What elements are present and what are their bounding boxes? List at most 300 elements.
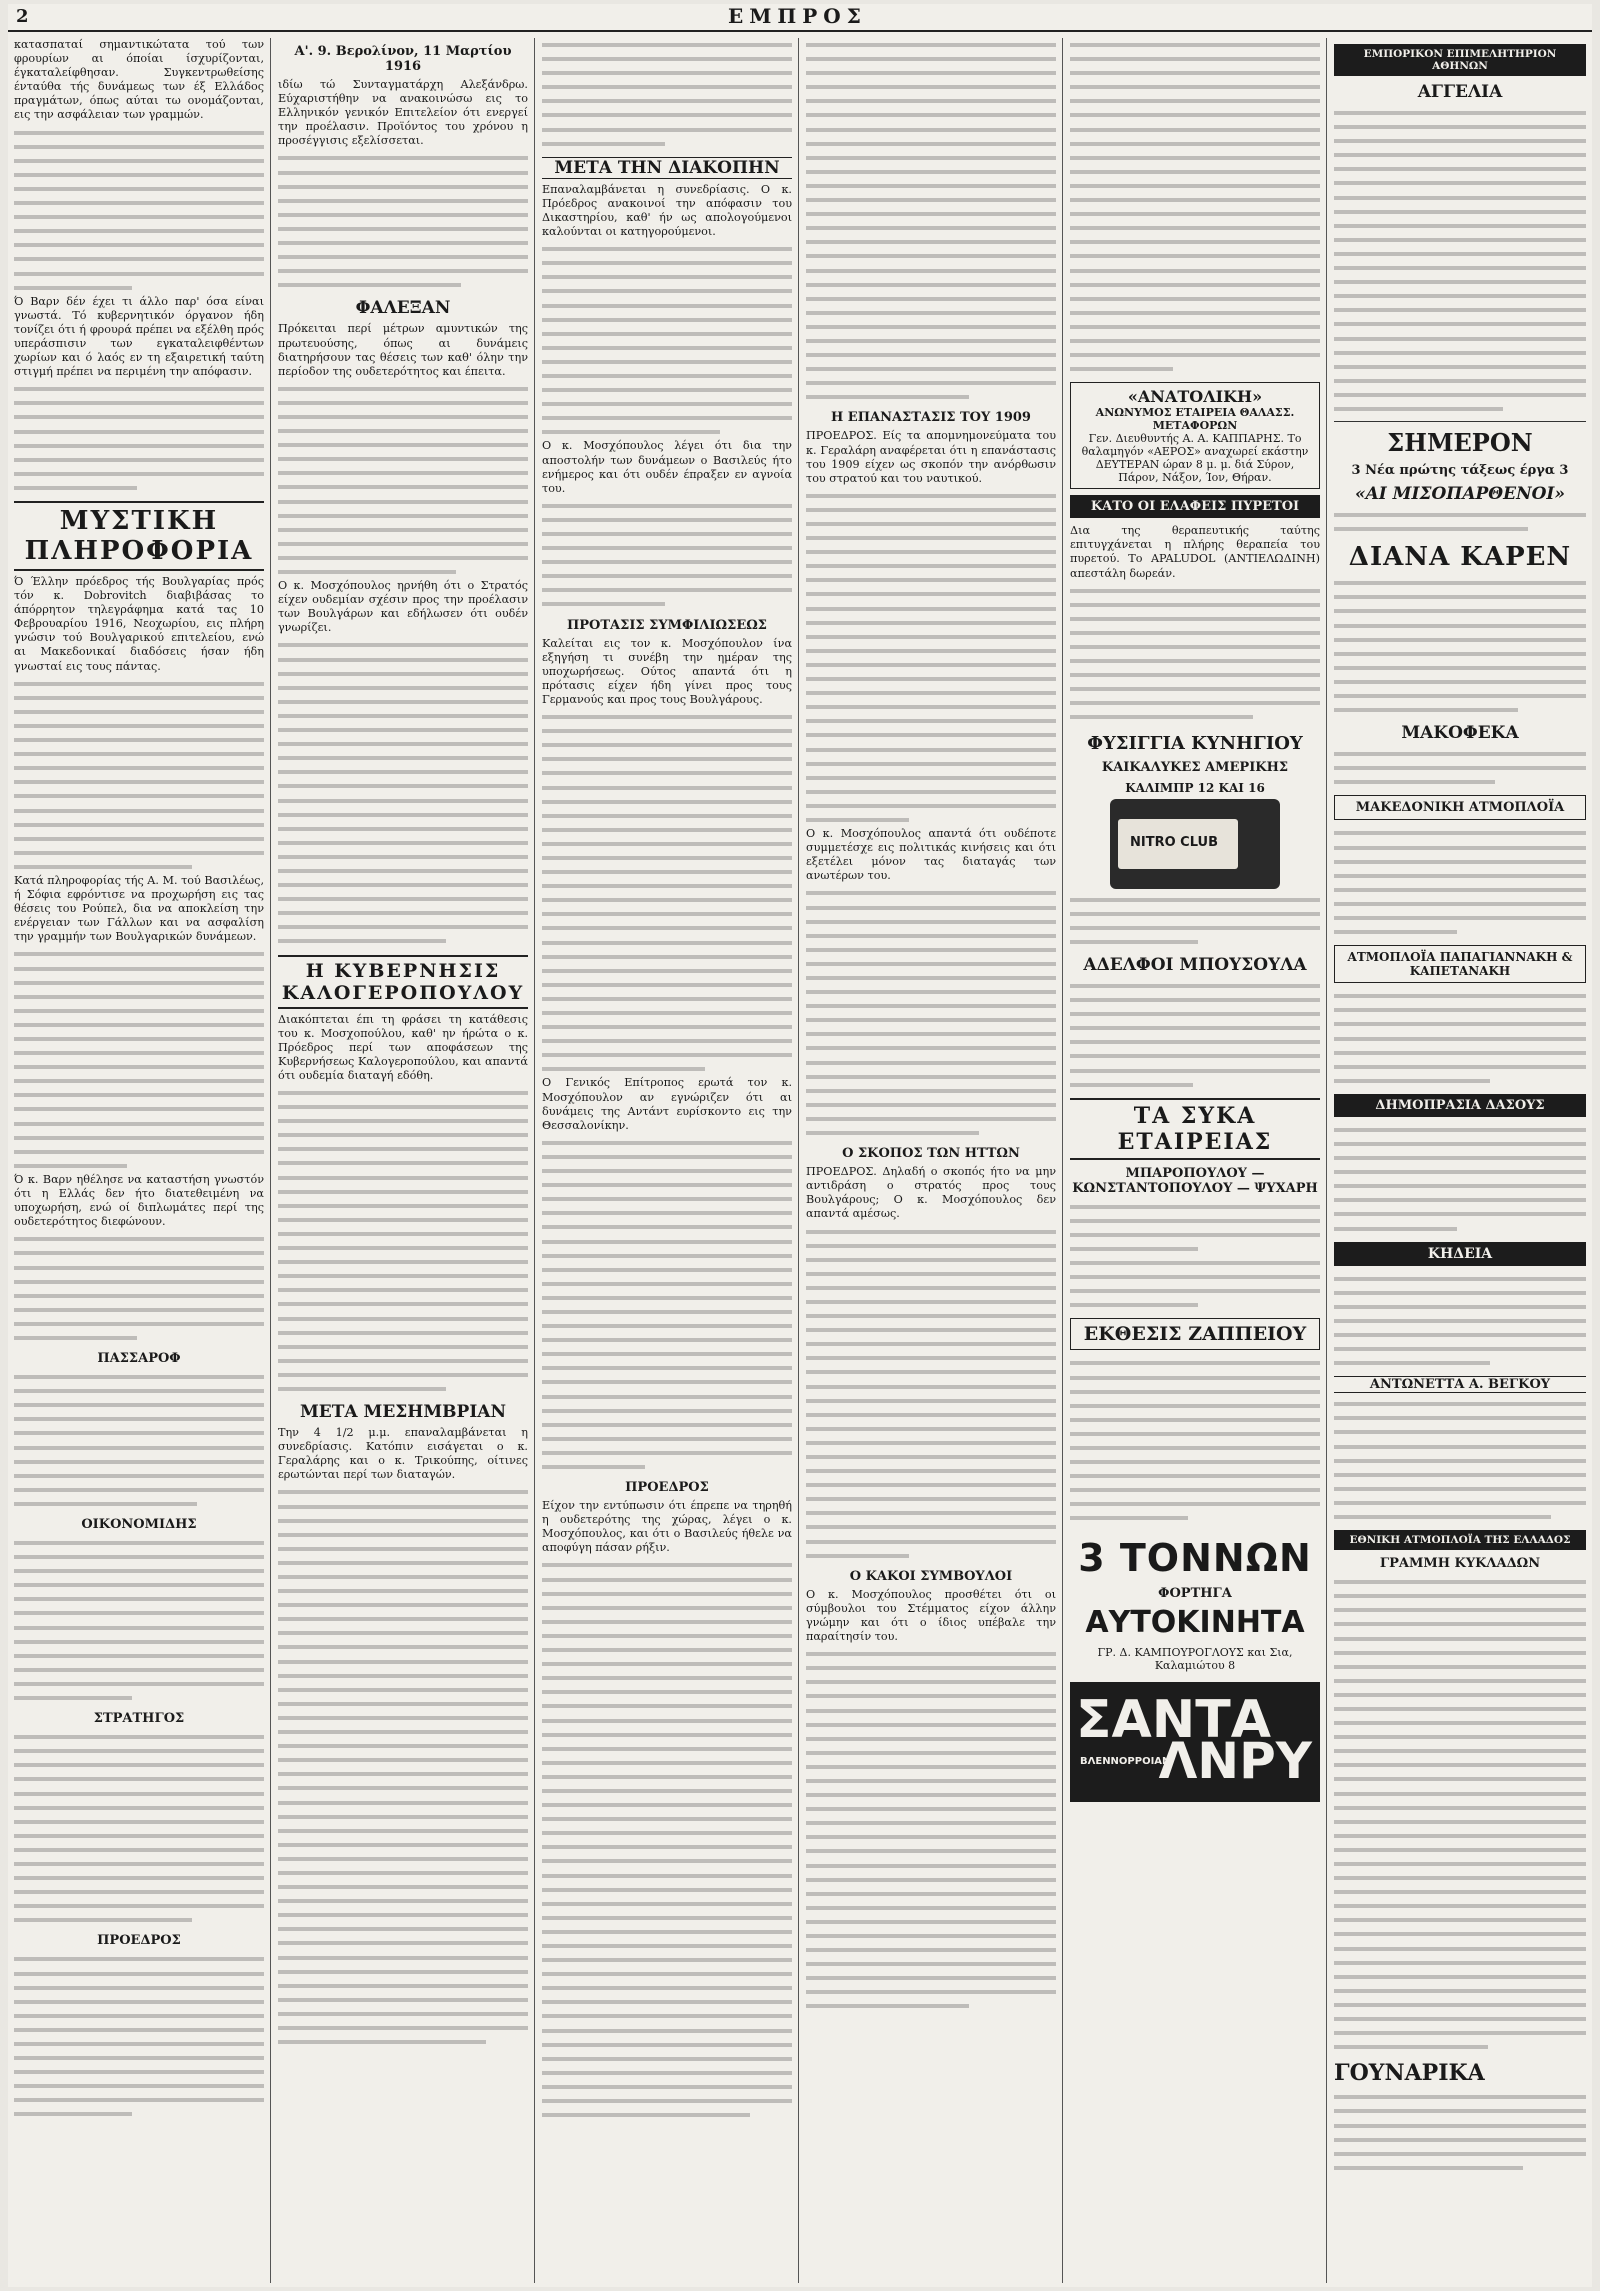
text-line xyxy=(806,1323,1056,1337)
text-line xyxy=(278,1767,528,1781)
text-line xyxy=(542,284,792,298)
text-line xyxy=(278,794,528,808)
text-line xyxy=(1070,193,1320,207)
text-line xyxy=(1334,2133,1586,2147)
article-body-continuation xyxy=(14,1232,264,1345)
text-line xyxy=(806,714,1056,728)
text-line xyxy=(14,1232,264,1246)
text-line xyxy=(542,541,792,555)
text-line xyxy=(1070,278,1320,292)
text-line xyxy=(1334,508,1586,522)
text-line xyxy=(1334,869,1586,883)
text-line xyxy=(1070,80,1320,94)
text-line xyxy=(278,180,528,194)
text-line xyxy=(1070,1455,1320,1469)
text-line xyxy=(1334,1314,1586,1328)
text-line xyxy=(14,1246,264,1260)
text-line xyxy=(806,1816,1056,1830)
text-line xyxy=(278,1142,528,1156)
subheading-protasis: ΠΡΟΤΑΣΙΣ ΣΥΜΦΙΛΙΩΣΕΩΣ xyxy=(567,617,767,633)
text-line xyxy=(14,962,264,976)
text-line xyxy=(278,2007,528,2021)
subheading-skopos: Ο ΣΚΟΠΟΣ ΤΩΝ ΗΤΤΩΝ xyxy=(842,1146,1020,1162)
text-line xyxy=(278,551,528,565)
text-line xyxy=(806,1506,1056,1520)
ad-ekthesis-box xyxy=(1070,1318,1320,1350)
text-line xyxy=(278,1951,528,1965)
text-line xyxy=(542,950,792,964)
text-line xyxy=(806,94,1056,108)
ad-fysiggia-caliber: ΚΑΛΙΜΠΡ 12 ΚΑΙ 16 xyxy=(1125,780,1265,795)
text-line xyxy=(1334,989,1586,1003)
text-line xyxy=(278,1880,528,1894)
text-line xyxy=(542,1263,792,1277)
text-line xyxy=(14,818,264,832)
text-line xyxy=(806,292,1056,306)
text-line xyxy=(806,249,1056,263)
text-line xyxy=(1334,1871,1586,1885)
article-body-continuation xyxy=(14,126,264,295)
text-line xyxy=(14,1018,264,1032)
text-line xyxy=(806,1718,1056,1732)
text-line xyxy=(14,1412,264,1426)
text-line xyxy=(542,2024,792,2038)
text-line xyxy=(278,779,528,793)
text-line xyxy=(14,1829,264,1843)
text-line xyxy=(542,1235,792,1249)
text-line xyxy=(1334,1137,1586,1151)
text-line xyxy=(14,182,264,196)
article-body-continuation xyxy=(278,1086,528,1396)
text-line xyxy=(1070,612,1320,626)
text-line xyxy=(806,278,1056,292)
text-line xyxy=(1070,66,1320,80)
article-text: κατασπαταί σημαντικώτατα τού των φρουρίων αι όποίαι ίσχυρίζονται, έγκαταλείφθησαν. Συγκεντρωθείσης ένταύθα τής δυνάμεως των έξ Ελλάδος πραγμάτων, όπως αύται τω ονομάζονται, εις την ασφάλειαν των γραμμών. xyxy=(14,38,264,122)
text-line xyxy=(1334,841,1586,855)
article-body-continuation xyxy=(278,638,528,948)
text-line xyxy=(806,1464,1056,1478)
text-line xyxy=(1070,1078,1193,1092)
text-line xyxy=(1334,1758,1586,1772)
text-line xyxy=(806,573,1056,587)
text-line xyxy=(542,837,792,851)
text-line xyxy=(278,808,528,822)
text-line xyxy=(806,1704,1056,1718)
ad-papagiannaki-box xyxy=(1334,945,1586,983)
text-line xyxy=(1334,855,1586,869)
text-line xyxy=(806,334,1056,348)
text-line xyxy=(1334,120,1586,134)
text-line xyxy=(278,1810,528,1824)
text-line xyxy=(1334,1397,1586,1411)
text-line xyxy=(14,1871,264,1885)
text-line xyxy=(1070,1497,1320,1511)
text-line xyxy=(14,1426,264,1440)
text-line xyxy=(1334,1772,1586,1786)
text-line xyxy=(806,207,1056,221)
text-line xyxy=(542,2038,792,2052)
text-line xyxy=(542,964,792,978)
text-line xyxy=(1070,1356,1320,1370)
text-line xyxy=(806,1830,1056,1844)
text-line xyxy=(542,1319,792,1333)
text-line xyxy=(542,1404,792,1418)
text-line xyxy=(806,1422,1056,1436)
text-line xyxy=(14,281,132,295)
text-line xyxy=(542,2066,792,2080)
ad-body-continuation xyxy=(1070,893,1320,949)
text-line xyxy=(806,179,1056,193)
text-line xyxy=(1334,1730,1586,1744)
text-line xyxy=(14,1032,264,1046)
text-line xyxy=(1334,1468,1586,1482)
text-line xyxy=(542,313,792,327)
text-line xyxy=(806,1957,1056,1971)
text-line xyxy=(806,123,1056,137)
text-line xyxy=(1070,1228,1320,1242)
text-line xyxy=(1070,1035,1320,1049)
text-line xyxy=(1070,640,1320,654)
column-rule xyxy=(534,38,535,2283)
text-line xyxy=(806,799,1056,813)
text-line xyxy=(542,1812,792,1826)
divider xyxy=(1334,421,1586,422)
text-line xyxy=(806,559,1056,573)
text-line xyxy=(542,1615,792,1629)
text-line xyxy=(278,1936,528,1950)
text-line xyxy=(806,1436,1056,1450)
text-line xyxy=(1070,1214,1320,1228)
text-line xyxy=(542,299,792,313)
ad-body-continuation xyxy=(1334,508,1586,536)
text-line xyxy=(278,396,528,410)
text-line xyxy=(1334,332,1586,346)
ad-subtitle: ΑΝΩΝΥΜΟΣ ΕΤΑΙΡΕΙΑ ΘΑΛΑΣΣ. ΜΕΤΑΦΟΡΩΝ xyxy=(1095,406,1295,433)
text-line xyxy=(14,1772,264,1786)
text-line xyxy=(278,1100,528,1114)
text-line xyxy=(806,1041,1056,1055)
text-line xyxy=(278,1965,528,1979)
text-line xyxy=(806,757,1056,771)
text-line xyxy=(806,1689,1056,1703)
article-body-continuation xyxy=(14,1536,264,1705)
text-line xyxy=(1334,1286,1586,1300)
text-line xyxy=(806,915,1056,929)
text-line xyxy=(278,1269,528,1283)
text-line xyxy=(542,1854,792,1868)
text-line xyxy=(542,1347,792,1361)
text-line xyxy=(542,1006,792,1020)
text-line xyxy=(278,638,528,652)
text-line xyxy=(542,1643,792,1657)
text-line xyxy=(806,785,1056,799)
subheading-meta-mesimvrian: ΜΕΤΑ ΜΕΣΗΜΒΡΙΑΝ xyxy=(299,1402,507,1423)
text-line xyxy=(278,1626,528,1640)
text-line xyxy=(278,1612,528,1626)
text-line xyxy=(542,1192,792,1206)
text-line xyxy=(1334,1300,1586,1314)
text-line xyxy=(1334,1123,1586,1137)
text-line xyxy=(806,517,1056,531)
text-line xyxy=(1070,1469,1320,1483)
text-line xyxy=(806,1408,1056,1422)
text-line xyxy=(14,1578,264,1592)
ad-gounarika: ΓΟΥΝΑΡΙΚΑ xyxy=(1334,2060,1485,2087)
text-line xyxy=(14,1663,264,1677)
text-line xyxy=(1334,689,1586,703)
text-line xyxy=(542,2108,750,2122)
column-rule xyxy=(798,38,799,2283)
text-line xyxy=(14,1261,264,1275)
text-line xyxy=(278,1739,528,1753)
speaker-name: ΟΙΚΟΝΟΜΙΔΗΣ xyxy=(81,1517,197,1532)
text-line xyxy=(14,1074,264,1088)
text-line xyxy=(278,452,528,466)
text-line xyxy=(14,2065,264,2079)
text-line xyxy=(542,752,792,766)
text-line xyxy=(806,672,1056,686)
text-line xyxy=(1334,1207,1586,1221)
text-line xyxy=(806,1070,1056,1084)
text-line xyxy=(542,1206,792,1220)
text-line xyxy=(1334,2147,1586,2161)
text-line xyxy=(542,823,792,837)
text-line xyxy=(1334,388,1586,402)
text-line xyxy=(14,691,264,705)
page-number: 2 xyxy=(16,6,29,27)
text-line xyxy=(542,1911,792,1925)
column-rule xyxy=(1326,38,1327,2283)
text-line xyxy=(1334,1342,1586,1356)
text-line xyxy=(278,1283,528,1297)
text-line xyxy=(806,1380,1056,1394)
text-line xyxy=(1334,148,1586,162)
text-line xyxy=(1070,38,1320,52)
text-line xyxy=(14,2009,264,2023)
text-line xyxy=(278,723,528,737)
text-line xyxy=(806,1520,1056,1534)
text-line xyxy=(1070,893,1320,907)
text-line xyxy=(806,929,1056,943)
text-line xyxy=(542,66,792,80)
ad-grammi-kykladon: ΓΡΑΜΜΗ ΚΥΚΛΑΔΩΝ xyxy=(1379,1556,1541,1572)
text-line xyxy=(1070,584,1320,598)
text-line xyxy=(542,1558,792,1572)
text-line xyxy=(806,1901,1056,1915)
text-line xyxy=(1334,176,1586,190)
text-line xyxy=(1334,1716,1586,1730)
text-line xyxy=(806,1253,1056,1267)
text-line xyxy=(806,545,1056,559)
text-line xyxy=(806,587,1056,601)
text-line xyxy=(1334,233,1586,247)
text-line xyxy=(278,1711,528,1725)
text-line xyxy=(14,1004,264,1018)
text-line xyxy=(1334,1632,1586,1646)
text-line xyxy=(542,781,792,795)
text-line xyxy=(278,920,528,934)
text-line xyxy=(542,1361,792,1375)
text-line xyxy=(14,1592,264,1606)
text-line xyxy=(1070,1385,1320,1399)
text-line xyxy=(542,1897,792,1911)
text-line xyxy=(806,901,1056,915)
text-line xyxy=(278,1993,528,2007)
text-line xyxy=(14,947,264,961)
text-line xyxy=(14,1131,264,1145)
text-line xyxy=(1070,1049,1320,1063)
text-line xyxy=(14,1677,264,1691)
article-body-continuation xyxy=(542,499,792,612)
text-line xyxy=(806,1675,1056,1689)
speaker-name: ΠΡΟΕΔΡΟΣ xyxy=(625,1480,709,1496)
text-line xyxy=(14,1145,264,1159)
text-line xyxy=(542,1020,792,1034)
text-line xyxy=(1070,1483,1320,1497)
text-line xyxy=(806,1732,1056,1746)
text-line xyxy=(1334,1272,1586,1286)
text-line xyxy=(1070,710,1253,724)
text-line xyxy=(14,1441,264,1455)
ad-body-continuation xyxy=(1070,1200,1320,1256)
text-line xyxy=(278,1114,528,1128)
text-line xyxy=(1070,654,1320,668)
text-line xyxy=(14,1159,127,1173)
ad-simeron: ΣΗΜΕΡΟΝ xyxy=(1387,428,1533,458)
text-line xyxy=(542,597,665,611)
text-line xyxy=(1070,151,1320,165)
text-line xyxy=(14,1857,264,1871)
text-line xyxy=(278,1655,528,1669)
text-line xyxy=(542,865,792,879)
text-line xyxy=(14,154,264,168)
text-line xyxy=(1334,1454,1586,1468)
text-line xyxy=(278,1683,528,1697)
text-line xyxy=(1334,1787,1586,1801)
text-line xyxy=(1070,1441,1320,1455)
text-line xyxy=(14,1967,264,1981)
text-line xyxy=(1334,162,1586,176)
text-line xyxy=(1334,1702,1586,1716)
text-line xyxy=(14,990,264,1004)
text-line xyxy=(806,108,1056,122)
text-line xyxy=(806,151,1056,165)
text-line xyxy=(278,1128,528,1142)
text-line xyxy=(278,1866,528,1880)
ad-syka-title: ΤΑ ΣΥΚΑ ΕΤΑΙΡΕΙΑΣ xyxy=(1070,1098,1320,1160)
text-line xyxy=(1334,2090,1586,2104)
text-line xyxy=(806,1084,1056,1098)
text-line xyxy=(14,1899,264,1913)
text-line xyxy=(1334,289,1586,303)
text-line xyxy=(278,864,528,878)
text-line xyxy=(278,565,456,579)
text-line xyxy=(278,709,528,723)
text-line xyxy=(1070,94,1320,108)
text-line xyxy=(14,2023,264,2037)
text-line xyxy=(1334,2040,1488,2054)
text-line xyxy=(806,1859,1056,1873)
text-line xyxy=(542,724,792,738)
text-line xyxy=(14,224,264,238)
text-line xyxy=(1334,1074,1490,1088)
text-line xyxy=(278,1979,528,1993)
text-line xyxy=(1334,1046,1586,1060)
ad-santal-mid: ΒΛΕΝΝΟΡΡΟΙΑΝ xyxy=(1080,1755,1171,1767)
text-line xyxy=(806,1915,1056,1929)
text-line xyxy=(1070,108,1320,122)
ad-film-makofeka: ΜΑΚΟΦΕΚΑ xyxy=(1401,723,1519,744)
text-line xyxy=(1334,1440,1586,1454)
text-line xyxy=(14,775,264,789)
text-line xyxy=(278,1542,528,1556)
text-line xyxy=(278,2021,528,2035)
article-body-continuation xyxy=(278,382,528,579)
text-line xyxy=(1070,1256,1320,1270)
text-line xyxy=(542,1446,792,1460)
article-text: Ο Γενικός Επίτροπος ερωτά τον κ. Μοσχόπουλον αν εγνώριζεν ότι αι δυνάμεις της Αντάντ ευρίσκοντο εις την Θεσσαλονίκην. xyxy=(542,1076,792,1132)
text-line xyxy=(278,382,528,396)
text-line xyxy=(1070,979,1320,993)
text-line xyxy=(542,1062,705,1076)
text-line xyxy=(1334,703,1518,717)
column-2 xyxy=(278,38,528,2283)
text-line xyxy=(1070,1242,1198,1256)
text-line xyxy=(14,2037,264,2051)
ad-title: ΑΤΜΟΠΛΟΪΑ ΠΑΠΑΓΙΑΝΝΑΚΗ & ΚΑΠΕΤΑΝΑΚΗ xyxy=(1347,950,1573,979)
text-line xyxy=(542,738,792,752)
text-line xyxy=(1334,1857,1586,1871)
text-line xyxy=(14,1469,264,1483)
text-line xyxy=(542,327,792,341)
ad-aftokinita: ΑΥΤΟΚΙΝΗΤΑ xyxy=(1085,1604,1305,1640)
text-line xyxy=(806,1887,1056,1901)
ad-body: Γεν. Διευθυντής Α. Α. ΚΑΠΠΑΡΗΣ. Το θαλαμηγόν «ΑΕΡΟΣ» αναχωρεί εκάστην ΔΕΥΤΕΡΑΝ ώραν 8 μ. μ. διά Σύρον, Πάρον, Νάξον, Ίον, Θήραν. xyxy=(1081,432,1309,485)
text-line xyxy=(806,616,1056,630)
text-line xyxy=(806,165,1056,179)
text-line xyxy=(542,1826,792,1840)
text-line xyxy=(806,999,1056,1013)
text-line xyxy=(806,235,1056,249)
text-line xyxy=(542,256,792,270)
text-line xyxy=(1334,402,1503,416)
text-line xyxy=(542,1136,792,1150)
article-body-continuation xyxy=(1070,38,1320,376)
text-line xyxy=(14,1331,137,1345)
text-line xyxy=(278,934,446,948)
text-line xyxy=(14,1843,264,1857)
text-line xyxy=(14,1635,264,1649)
text-line xyxy=(1334,1660,1586,1674)
text-line xyxy=(806,943,1056,957)
article-body-continuation xyxy=(14,1370,264,1511)
text-line xyxy=(1070,165,1320,179)
ad-body-continuation xyxy=(1070,1256,1320,1312)
text-line xyxy=(14,1088,264,1102)
text-line xyxy=(806,985,1056,999)
text-line xyxy=(542,1840,792,1854)
article-body-continuation xyxy=(806,1647,1056,2013)
ad-body-continuation xyxy=(1334,1272,1586,1371)
text-line xyxy=(1070,907,1320,921)
text-line xyxy=(278,1241,528,1255)
text-line xyxy=(1334,1815,1586,1829)
column-3 xyxy=(542,38,792,2283)
text-line xyxy=(542,1925,792,1939)
text-line xyxy=(14,1317,264,1331)
text-line xyxy=(542,1742,792,1756)
text-line xyxy=(1334,1646,1586,1660)
